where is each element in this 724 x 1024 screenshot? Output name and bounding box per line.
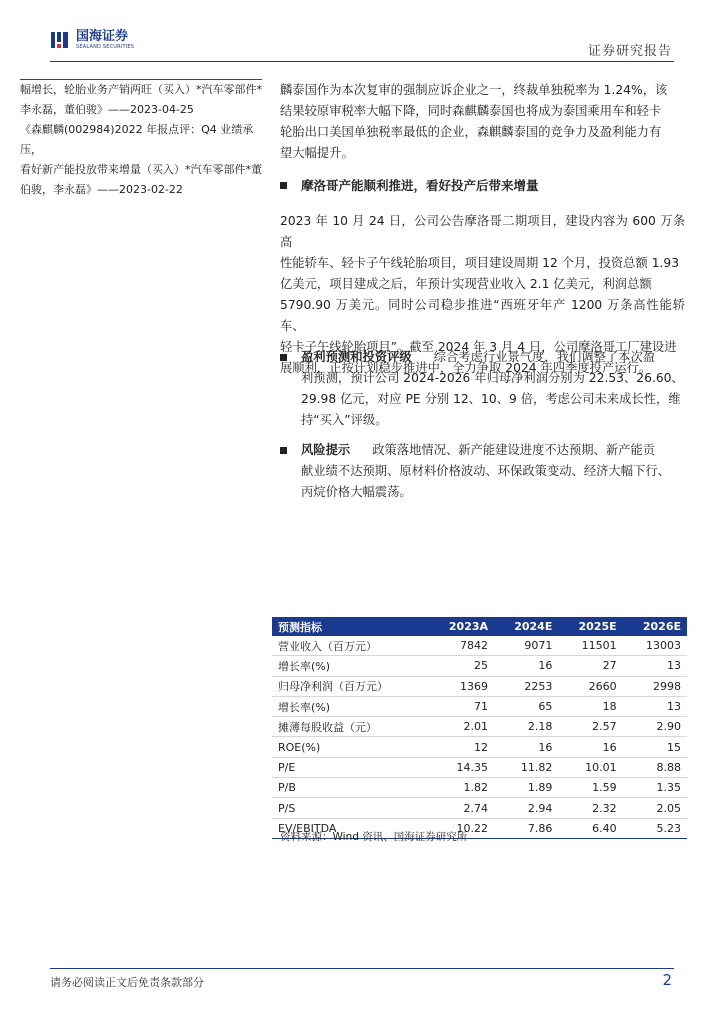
table-row	[272, 696, 687, 716]
footer-divider	[50, 968, 674, 969]
footer-disclaimer: 请务必阅读正文后免责条款部分	[50, 976, 204, 989]
table-row-label: ROE(%)	[272, 737, 428, 757]
body-line: 性能轿车、轻卡子午线轮胎项目，项目建设周期 12 个月，投资总额 1.93	[280, 256, 680, 270]
table-header-row	[272, 617, 687, 636]
table-cell: 5.23	[623, 818, 687, 838]
table-cell: 16	[558, 737, 622, 757]
sidebar-line: 李永磊，董伯骏》——2023-04-25	[20, 103, 194, 116]
table-header: 预测指标	[272, 617, 428, 636]
sidebar-line: 看好新产能投放带来增量（买入）*汽车零部件*董	[20, 163, 262, 176]
sidebar-line: 《森麒麟(002984)2022 年报点评：Q4 业绩承压，	[20, 123, 254, 156]
table-cell: 2660	[558, 676, 622, 696]
table-cell: 2.32	[558, 798, 622, 818]
table-cell: 2.90	[623, 717, 687, 737]
table-cell: 7842	[428, 636, 494, 656]
body-line: 综合考虑行业景气度，我们调整了本次盈	[433, 350, 656, 364]
table-cell: 1369	[428, 676, 494, 696]
table-cell: 15	[623, 737, 687, 757]
table-cell: 13003	[623, 636, 687, 656]
table-cell: 2.05	[623, 798, 687, 818]
logo-name-cn: 国海证券	[76, 29, 129, 44]
table-row-label: 归母净利润（百万元）	[272, 676, 428, 696]
table-cell: 65	[494, 696, 558, 716]
table-cell: 7.86	[494, 818, 558, 838]
bullet-square-icon	[280, 354, 287, 361]
risk-paragraph	[280, 440, 685, 503]
risk-title: 风险提示	[301, 443, 351, 457]
table-cell: 1.59	[558, 778, 622, 798]
body-line: 望大幅提升。	[280, 146, 354, 160]
table-cell: 2.01	[428, 717, 494, 737]
related-reports-sidebar	[20, 79, 262, 200]
body-line: 2023 年 10 月 24 日，公司公告摩洛哥二期项目，建设内容为 600 万条高	[280, 214, 685, 249]
table-row	[272, 757, 687, 777]
table-header: 2023A	[428, 617, 494, 636]
table-cell: 18	[558, 696, 622, 716]
table-row	[272, 656, 687, 676]
table-header: 2024E	[494, 617, 558, 636]
body-line: 麟泰国作为本次复审的强制应诉企业之一，终裁单独税率为 1.24%，该	[280, 83, 668, 97]
body-line: 政策落地情况、新产能建设进度不达预期、新产能贡	[372, 443, 656, 457]
body-line: 献业绩不达预期、原材料价格波动、环保政策变动、经济大幅下行、	[301, 464, 670, 478]
table-cell: 2.18	[494, 717, 558, 737]
logo-name-en: SEALAND SECURITIES	[76, 44, 135, 50]
header-divider	[50, 61, 674, 62]
table-row	[272, 778, 687, 798]
table-row-label: P/B	[272, 778, 428, 798]
table-cell: 8.88	[623, 757, 687, 777]
body-line: 利预测，预计公司 2024-2026 年归母净利润分别为 22.53、26.60、	[301, 371, 684, 385]
table-cell: 13	[623, 696, 687, 716]
section-heading	[280, 175, 685, 196]
table-cell: 9071	[494, 636, 558, 656]
table-row	[272, 676, 687, 696]
table-cell: 10.01	[558, 757, 622, 777]
body-line: 持“买入”评级。	[301, 413, 388, 427]
table-cell: 16	[494, 737, 558, 757]
report-type: 证券研究报告	[587, 44, 672, 59]
forecast-paragraph	[280, 347, 685, 431]
table-cell: 2253	[494, 676, 558, 696]
table-cell: 2.94	[494, 798, 558, 818]
table-cell: 14.35	[428, 757, 494, 777]
table-source: 资料来源：Wind 资讯、国海证券研究所	[280, 831, 468, 843]
forecast-title: 盈利预测和投资评级	[301, 350, 412, 364]
sidebar-line: 幅增长，轮胎业务产销两旺（买入）*汽车零部件*	[20, 83, 262, 96]
table-cell: 25	[428, 656, 494, 676]
table-header: 2025E	[558, 617, 622, 636]
table-cell: 71	[428, 696, 494, 716]
body-line: 丙烷价格大幅震荡。	[301, 485, 412, 499]
table-row-label: P/E	[272, 757, 428, 777]
logo-mark-icon	[50, 30, 70, 50]
table-cell: 6.40	[558, 818, 622, 838]
body-line: 展顺利，正按计划稳步推进中，全力争取 2024 年四季度投产运行。	[280, 361, 652, 375]
page-number: 2	[662, 971, 672, 989]
body-line: 29.98 亿元，对应 PE 分别 12、10、9 倍，考虑公司未来成长性，维	[301, 392, 681, 406]
table-cell: 27	[558, 656, 622, 676]
table-row	[272, 636, 687, 656]
table-row-label: P/S	[272, 798, 428, 818]
table-header: 2026E	[623, 617, 687, 636]
body-line: 亿美元，项目建成之后，年预计实现营业收入 2.1 亿美元，利润总额	[280, 277, 652, 291]
bullet-square-icon	[280, 447, 287, 454]
table-row	[272, 737, 687, 757]
table-row	[272, 798, 687, 818]
table-cell: 12	[428, 737, 494, 757]
section-title: 摩洛哥产能顺利推进，看好投产后带来增量	[301, 178, 539, 193]
forecast-table	[272, 617, 687, 839]
body-line: 5790.90 万美元。同时公司稳步推进“西班牙年产 1200 万条高性能轿车、	[280, 298, 685, 333]
body-line: 轮胎出口美国单独税率最低的企业，森麒麟泰国的竞争力及盈利能力有	[280, 125, 662, 139]
body-line: 轻卡子午线轮胎项目”。截至 2024 年 3 月 4 日，公司摩洛哥工厂建设进	[280, 340, 677, 354]
table-cell: 1.35	[623, 778, 687, 798]
table-cell: 16	[494, 656, 558, 676]
table-row-label: 增长率(%)	[272, 656, 428, 676]
table-cell: 10.22	[428, 818, 494, 838]
bullet-square-icon	[280, 182, 287, 189]
table-row-label: 摊薄每股收益（元）	[272, 717, 428, 737]
table-cell: 2.74	[428, 798, 494, 818]
table-cell: 1.89	[494, 778, 558, 798]
table-cell: 11501	[558, 636, 622, 656]
table-cell: 13	[623, 656, 687, 676]
table-row	[272, 717, 687, 737]
table-cell: 11.82	[494, 757, 558, 777]
table-row-label: 营业收入（百万元）	[272, 636, 428, 656]
table-cell: 2998	[623, 676, 687, 696]
body-line: 结果较原审税率大幅下降，同时森麒麟泰国也将成为泰国乘用车和轻卡	[280, 104, 662, 118]
intro-paragraph	[280, 80, 685, 164]
table-row-label: EV/EBITDA	[272, 818, 428, 838]
table-cell: 2.57	[558, 717, 622, 737]
company-logo	[50, 30, 134, 50]
sidebar-line: 伯骏，李永磊》——2023-02-22	[20, 183, 183, 196]
table-cell: 1.82	[428, 778, 494, 798]
table-row-label: 增长率(%)	[272, 696, 428, 716]
